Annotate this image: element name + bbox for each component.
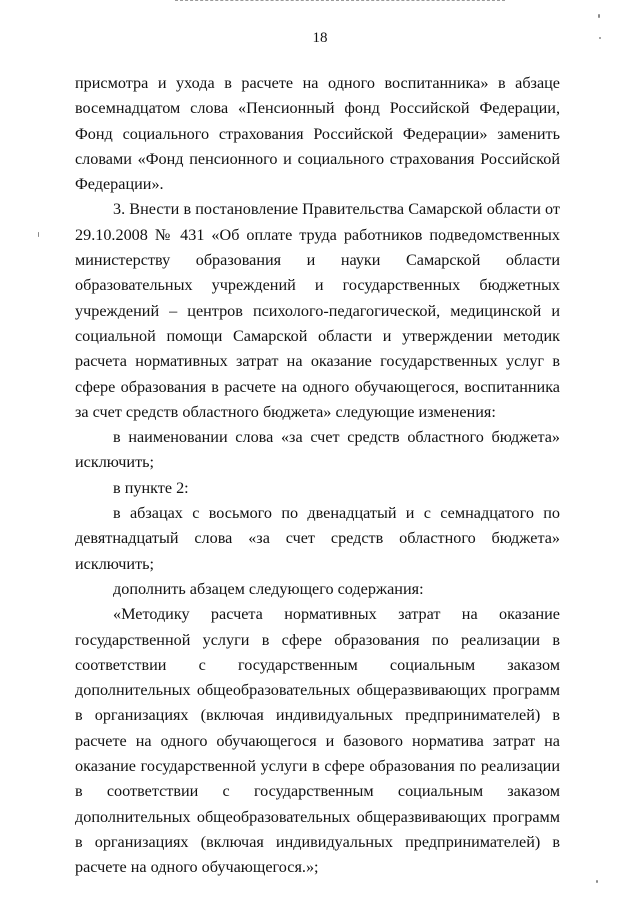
paragraph-item-3: 3. Внести в постановление Правительства Самарской области от 29.10.2008 № 431 «Об оплате труда работников подведомственных министерству образования и науки Самарской области образовательных учреждений и государственных бюджетных учреждений – центров психолого-педагогической, медицинской и социальной помощи Самарской области и утверждении методик расчета нормативных затрат на оказание государственных услуг в сфере образования в расчете на одного обучающегося, воспитанника за счет средств областного бюджета» следующие изменения:	[75, 200, 560, 421]
paragraph-addition: дополнить абзацем следующего содержания:	[113, 579, 424, 598]
paragraph-title-change: в наименовании слова «за счет средств областного бюджета» исключить;	[75, 428, 560, 472]
scan-mark-bottom-right	[596, 880, 598, 883]
scan-mark-left	[38, 232, 39, 237]
paragraph-point-2: в пункте 2:	[113, 478, 189, 497]
paragraph-methodology: «Методику расчета нормативных затрат на оказание государственной услуги в сфере образования по реализации в соответствии с государственным социальным заказом дополнительных общеобразовательных общеразвивающих программ в организациях (включая индивидуальных предпринимателей) в расчете на одного обучающегося и базового норматива затрат на оказание государственной услуги в сфере образования по реализации в соответствии с государственным социальным заказом дополнительных общеобразовательных общеразвивающих программ в организациях (включая индивидуальных предпринимателей) в расчете на одного обучающегося.»;	[75, 605, 560, 877]
scan-mark-top-right	[598, 14, 600, 18]
top-edge-rule	[175, 0, 505, 1]
paragraph-exclusion: в абзацах с восьмого по двенадцатый и с семнадцатого по девятнадцатый слова «за счет средств областного бюджета» исключить;	[75, 504, 560, 573]
page-number: 18	[312, 30, 328, 46]
paragraph-continuation: присмотра и ухода в расчете на одного воспитанника» в абзаце восемнадцатом слова «Пенсионный фонд Российской Федерации, Фонд социального страхования Российской Федерации» заменить словами «Фонд пенсионного и социального страхования Российской Федерации».	[75, 74, 560, 194]
document-body	[75, 71, 560, 881]
